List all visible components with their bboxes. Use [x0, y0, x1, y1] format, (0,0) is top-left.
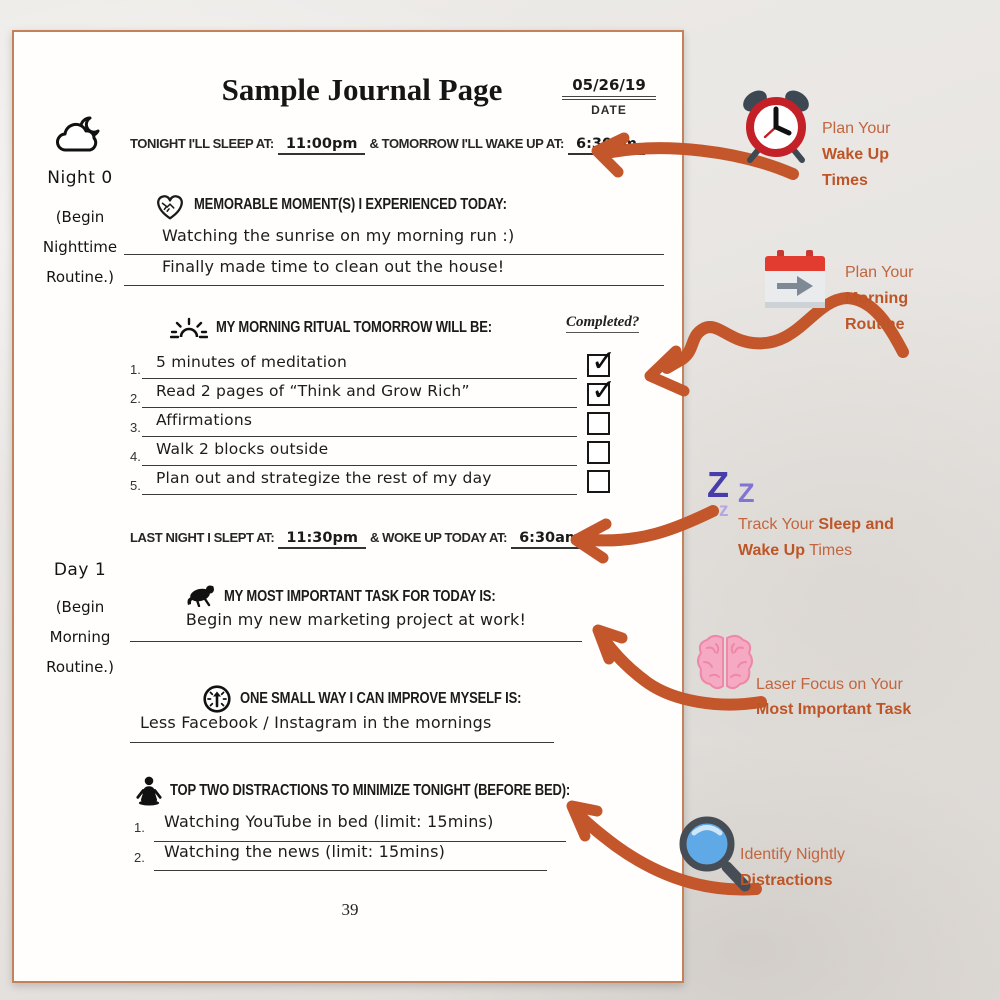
annotation-morning-routine	[845, 260, 914, 338]
ritual-num-1: 1.	[130, 362, 141, 377]
ritual-checkbox-4	[587, 441, 610, 464]
z-glyph-medium: Z	[738, 478, 755, 508]
ritual-item-1: 5 minutes of meditation	[142, 353, 577, 379]
annotation-text: Most Important Task	[756, 701, 912, 718]
brain-icon	[694, 632, 756, 694]
ritual-item-4: Walk 2 blocks outside	[142, 440, 577, 466]
sleep-plan-label-2: & TOMORROW I'LL WAKE UP AT:	[369, 136, 564, 151]
improve-heading: ONE SMALL WAY I CAN IMPROVE MYSELF IS:	[240, 690, 522, 707]
sleep-time-value: 11:00pm	[278, 136, 366, 155]
slept-at-value: 11:30pm	[278, 530, 366, 549]
z-glyph-small: z	[719, 500, 729, 521]
meditating-person-icon	[133, 775, 165, 807]
ritual-num-4: 4.	[130, 449, 141, 464]
frog-icon	[185, 583, 217, 607]
calendar-icon	[763, 250, 827, 312]
important-task-value: Begin my new marketing project at work!	[130, 610, 582, 642]
annotation-text: Laser Focus on Your	[756, 676, 903, 693]
day-note: (Begin Morning Routine.)	[46, 598, 114, 676]
alarm-clock-icon	[738, 86, 814, 164]
date-value: 05/26/19	[562, 76, 656, 100]
date-label: DATE	[591, 103, 627, 117]
ritual-item-5: Plan out and strategize the rest of my day	[142, 469, 577, 495]
check-icon: ✓	[591, 344, 617, 379]
annotation-sleep-track	[738, 512, 894, 564]
page-number: 39	[341, 900, 359, 919]
date-block	[547, 76, 671, 117]
annotation-text: Morning	[845, 290, 909, 307]
annotation-text: Plan Your	[845, 264, 914, 281]
distraction-num-2: 2.	[134, 850, 145, 865]
night-note: (Begin Nighttime Routine.)	[42, 208, 118, 286]
sleep-track-row	[130, 530, 678, 549]
annotation-distractions	[740, 842, 845, 894]
annotation-wake-times	[822, 116, 891, 194]
journal-page	[12, 30, 684, 983]
ritual-item-2: Read 2 pages of “Think and Grow Rich”	[142, 382, 577, 408]
memorable-line-1: Watching the sunrise on my morning run :)	[124, 226, 664, 255]
memorable-heading: MEMORABLE MOMENT(S) I EXPERIENCED TODAY:	[194, 196, 507, 213]
distractions-heading: TOP TWO DISTRACTIONS TO MINIMIZE TONIGHT (BEFORE BED):	[170, 782, 571, 799]
annotation-important-task	[756, 672, 911, 722]
annotation-text: Wake Up	[738, 542, 805, 559]
wake-time-value: 6:30am	[568, 136, 645, 155]
annotation-text: Times	[822, 172, 868, 189]
ritual-num-3: 3.	[130, 420, 141, 435]
annotation-text: Track Your	[738, 516, 819, 533]
sleep-plan-row	[130, 136, 678, 155]
sleep-track-label-2: & WOKE UP TODAY AT:	[369, 530, 508, 545]
ritual-heading: MY MORNING RITUAL TOMORROW WILL BE:	[216, 319, 492, 336]
sleep-track-label-1: LAST NIGHT I SLEPT AT:	[130, 530, 275, 545]
night-label: Night 0	[47, 168, 113, 188]
annotation-text: Plan Your	[822, 120, 891, 137]
annotation-text: Sleep and	[818, 516, 894, 533]
annotation-text: Wake Up	[822, 146, 889, 163]
annotation-text: Times	[804, 542, 853, 559]
improve-icon	[202, 684, 232, 714]
memorable-line-2: Finally made time to clean out the house!	[124, 257, 664, 286]
annotation-text: Distractions	[740, 872, 833, 889]
sleep-plan-label-1: TONIGHT I'LL SLEEP AT:	[130, 136, 274, 151]
heart-handshake-icon	[154, 192, 186, 222]
completed-column-label: Completed?	[566, 314, 639, 333]
ritual-num-5: 5.	[130, 478, 141, 493]
ritual-num-2: 2.	[130, 391, 141, 406]
sunrise-icon	[170, 316, 208, 342]
ritual-item-3: Affirmations	[142, 411, 577, 437]
improve-value: Less Facebook / Instagram in the mornings	[130, 713, 554, 743]
ritual-checkbox-3	[587, 412, 610, 435]
important-task-heading: MY MOST IMPORTANT TASK FOR TODAY IS:	[224, 588, 496, 605]
distraction-item-2: Watching the news (limit: 15mins)	[154, 842, 547, 871]
distraction-num-1: 1.	[134, 820, 145, 835]
cloud-moon-icon	[54, 114, 102, 156]
page-title: Sample Journal Page	[221, 72, 503, 107]
distraction-item-1: Watching YouTube in bed (limit: 15mins)	[154, 812, 566, 842]
ritual-checkbox-2	[587, 373, 617, 408]
woke-up-value: 6:30am	[511, 530, 588, 549]
annotation-text: Routine	[845, 316, 905, 333]
day-label: Day 1	[53, 560, 107, 580]
ritual-checkbox-5	[587, 470, 610, 493]
annotation-text: Identify Nightly	[740, 846, 845, 863]
z-glyph-large: Z	[707, 464, 729, 505]
check-icon: ✓	[591, 373, 617, 408]
